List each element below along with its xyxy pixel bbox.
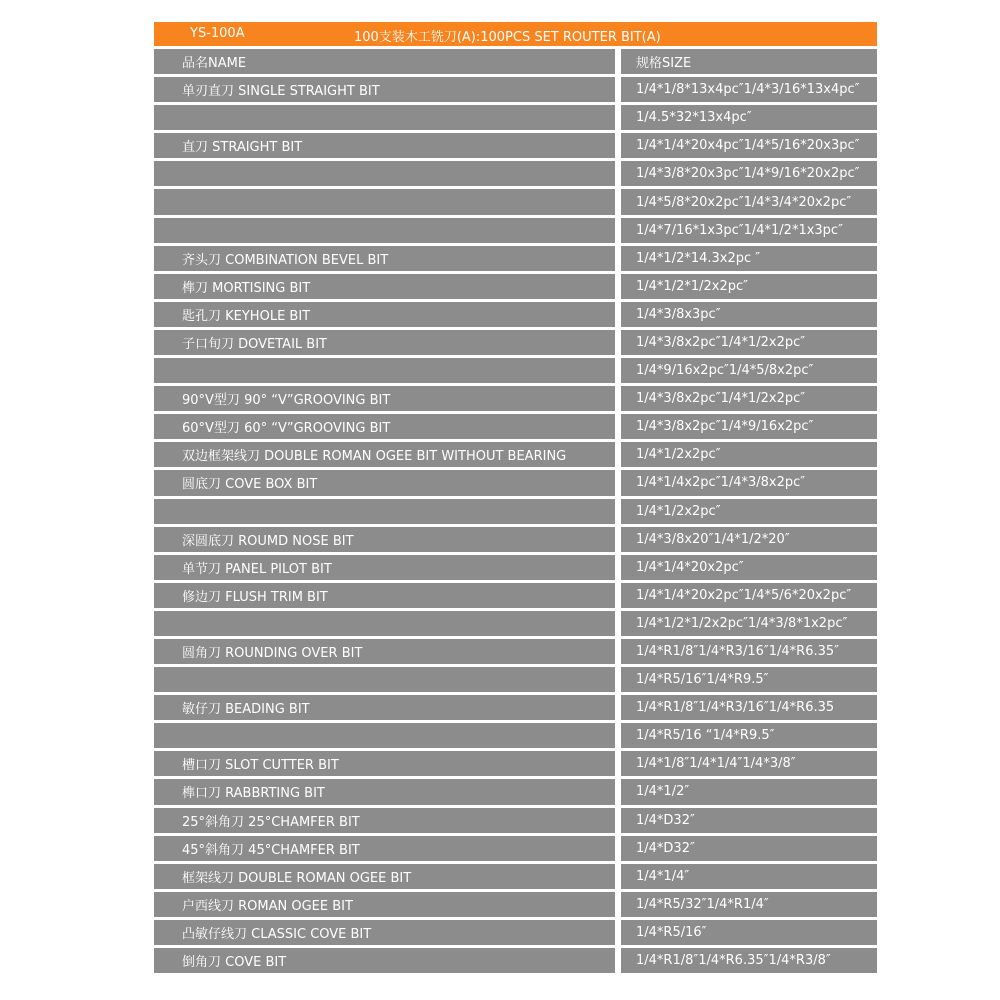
bit-name-cell: 槽口刀 SLOT CUTTER BIT (154, 751, 615, 776)
bit-size-cell: 1/4*3/8x20″1/4*1/2*20″ (621, 527, 877, 552)
bit-size-cell: 1/4*1/2*1/2x2pc″1/4*3/8*1x2pc″ (621, 611, 877, 636)
table-row (154, 358, 877, 383)
bit-size-cell: 1/4*1/8″1/4*1/4″1/4*3/8″ (621, 751, 877, 776)
bit-name-cell: 45°斜角刀 45°CHAMFER BIT (154, 836, 615, 861)
spec-table (154, 49, 877, 976)
table-row (154, 527, 877, 552)
bit-size-cell: 1/4*1/4*20x4pc″1/4*5/16*20x3pc″ (621, 133, 877, 158)
bit-name-cell (154, 189, 615, 214)
bit-size-cell: 1/4*1/4*20x2pc″ (621, 555, 877, 580)
table-row (154, 161, 877, 186)
bit-size-cell: 1/4*R1/8″1/4*R3/16″1/4*R6.35″ (621, 639, 877, 664)
bit-size-cell: 1/4*3/8x2pc″1/4*9/16x2pc″ (621, 414, 877, 439)
table-row (154, 330, 877, 355)
bit-size-cell: 1/4*1/2x2pc″ (621, 499, 877, 524)
table-row (154, 667, 877, 692)
table-row (154, 274, 877, 299)
bit-name-cell (154, 611, 615, 636)
bit-name-cell (154, 667, 615, 692)
bit-name-cell (154, 358, 615, 383)
bit-name-cell: 深圆底刀 ROUMD NOSE BIT (154, 527, 615, 552)
bit-name-cell: 90°V型刀 90° “V”GROOVING BIT (154, 386, 615, 411)
table-row (154, 218, 877, 243)
bit-name-cell: 25°斜角刀 25°CHAMFER BIT (154, 808, 615, 833)
bit-name-cell: 户西线刀 ROMAN OGEE BIT (154, 892, 615, 917)
table-row (154, 864, 877, 889)
bit-size-cell: 1/4*1/2*14.3x2pc ″ (621, 246, 877, 271)
bit-name-cell: 匙孔刀 KEYHOLE BIT (154, 302, 615, 327)
table-row (154, 611, 877, 636)
table-row (154, 189, 877, 214)
bit-size-cell: 1/4*3/8x2pc″1/4*1/2x2pc″ (621, 386, 877, 411)
bit-size-cell: 1/4*3/8x2pc″1/4*1/2x2pc″ (621, 330, 877, 355)
bit-name-cell: 单刃直刀 SINGLE STRAIGHT BIT (154, 77, 615, 102)
bit-size-cell: 1/4*1/4x2pc″1/4*3/8x2pc″ (621, 470, 877, 495)
bit-size-cell: 1/4*R5/16 “1/4*R9.5″ (621, 723, 877, 748)
table-row (154, 836, 877, 861)
table-row (154, 386, 877, 411)
bit-name-cell: 60°V型刀 60° “V”GROOVING BIT (154, 414, 615, 439)
bit-name-cell (154, 723, 615, 748)
bit-size-cell: 1/4*D32″ (621, 808, 877, 833)
table-row (154, 948, 877, 973)
bit-name-cell: 圆角刀 ROUNDING OVER BIT (154, 639, 615, 664)
bit-size-cell: 1/4*3/8*20x3pc″1/4*9/16*20x2pc″ (621, 161, 877, 186)
bit-name-cell (154, 499, 615, 524)
bit-name-cell: 敏仔刀 BEADING BIT (154, 695, 615, 720)
title-bar (154, 22, 877, 46)
table-row (154, 302, 877, 327)
table-header-row (154, 49, 877, 74)
table-row (154, 583, 877, 608)
bit-name-cell: 直刀 STRAIGHT BIT (154, 133, 615, 158)
bit-name-cell: 榫口刀 RABBRTING BIT (154, 779, 615, 804)
table-row (154, 555, 877, 580)
table-row (154, 920, 877, 945)
table-row (154, 246, 877, 271)
table-row (154, 808, 877, 833)
table-row (154, 751, 877, 776)
header-name: 品名NAME (154, 49, 615, 74)
bit-size-cell: 1/4*R1/8″1/4*R6.35″1/4*R3/8″ (621, 948, 877, 973)
bit-name-cell (154, 218, 615, 243)
bit-name-cell (154, 105, 615, 130)
bit-size-cell: 1/4*R5/32″1/4*R1/4″ (621, 892, 877, 917)
table-row (154, 105, 877, 130)
bit-name-cell: 圆底刀 COVE BOX BIT (154, 470, 615, 495)
table-row (154, 695, 877, 720)
bit-size-cell: 1/4*R5/16″1/4*R9.5″ (621, 667, 877, 692)
bit-size-cell: 1/4*R1/8″1/4*R3/16″1/4*R6.35 (621, 695, 877, 720)
table-row (154, 779, 877, 804)
bit-name-cell: 倒角刀 COVE BIT (154, 948, 615, 973)
bit-name-cell: 修边刀 FLUSH TRIM BIT (154, 583, 615, 608)
bit-size-cell: 1/4*7/16*1x3pc″1/4*1/2*1x3pc″ (621, 218, 877, 243)
table-row (154, 442, 877, 467)
sheet-title: 100支装木工铣刀(A):100PCS SET ROUTER BIT(A) (354, 30, 661, 45)
bit-name-cell: 框架线刀 DOUBLE ROMAN OGEE BIT (154, 864, 615, 889)
bit-name-cell: 凸敏仔线刀 CLASSIC COVE BIT (154, 920, 615, 945)
table-row (154, 723, 877, 748)
bit-name-cell: 单节刀 PANEL PILOT BIT (154, 555, 615, 580)
bit-size-cell: 1/4*1/2″ (621, 779, 877, 804)
table-row (154, 133, 877, 158)
model-number: YS-100A (190, 26, 245, 41)
table-row (154, 414, 877, 439)
bit-size-cell: 1/4*3/8x3pc″ (621, 302, 877, 327)
bit-size-cell: 1/4*D32″ (621, 836, 877, 861)
bit-size-cell: 1/4.5*32*13x4pc″ (621, 105, 877, 130)
table-row (154, 499, 877, 524)
bit-name-cell: 齐头刀 COMBINATION BEVEL BIT (154, 246, 615, 271)
bit-size-cell: 1/4*1/2x2pc″ (621, 442, 877, 467)
table-row (154, 77, 877, 102)
bit-size-cell: 1/4*1/4″ (621, 864, 877, 889)
bit-name-cell (154, 161, 615, 186)
bit-size-cell: 1/4*1/2*1/2x2pc″ (621, 274, 877, 299)
bit-size-cell: 1/4*5/8*20x2pc″1/4*3/4*20x2pc″ (621, 189, 877, 214)
table-row (154, 639, 877, 664)
bit-name-cell: 榫刀 MORTISING BIT (154, 274, 615, 299)
bit-name-cell: 子口旬刀 DOVETAIL BIT (154, 330, 615, 355)
bit-size-cell: 1/4*1/4*20x2pc″1/4*5/6*20x2pc″ (621, 583, 877, 608)
bit-size-cell: 1/4*9/16x2pc″1/4*5/8x2pc″ (621, 358, 877, 383)
table-row (154, 470, 877, 495)
product-sheet (154, 22, 877, 976)
bit-name-cell: 双边框架线刀 DOUBLE ROMAN OGEE BIT WITHOUT BEARING (154, 442, 615, 467)
header-size: 规格SIZE (621, 49, 877, 74)
bit-size-cell: 1/4*R5/16″ (621, 920, 877, 945)
table-row (154, 892, 877, 917)
bit-size-cell: 1/4*1/8*13x4pc″1/4*3/16*13x4pc″ (621, 77, 877, 102)
